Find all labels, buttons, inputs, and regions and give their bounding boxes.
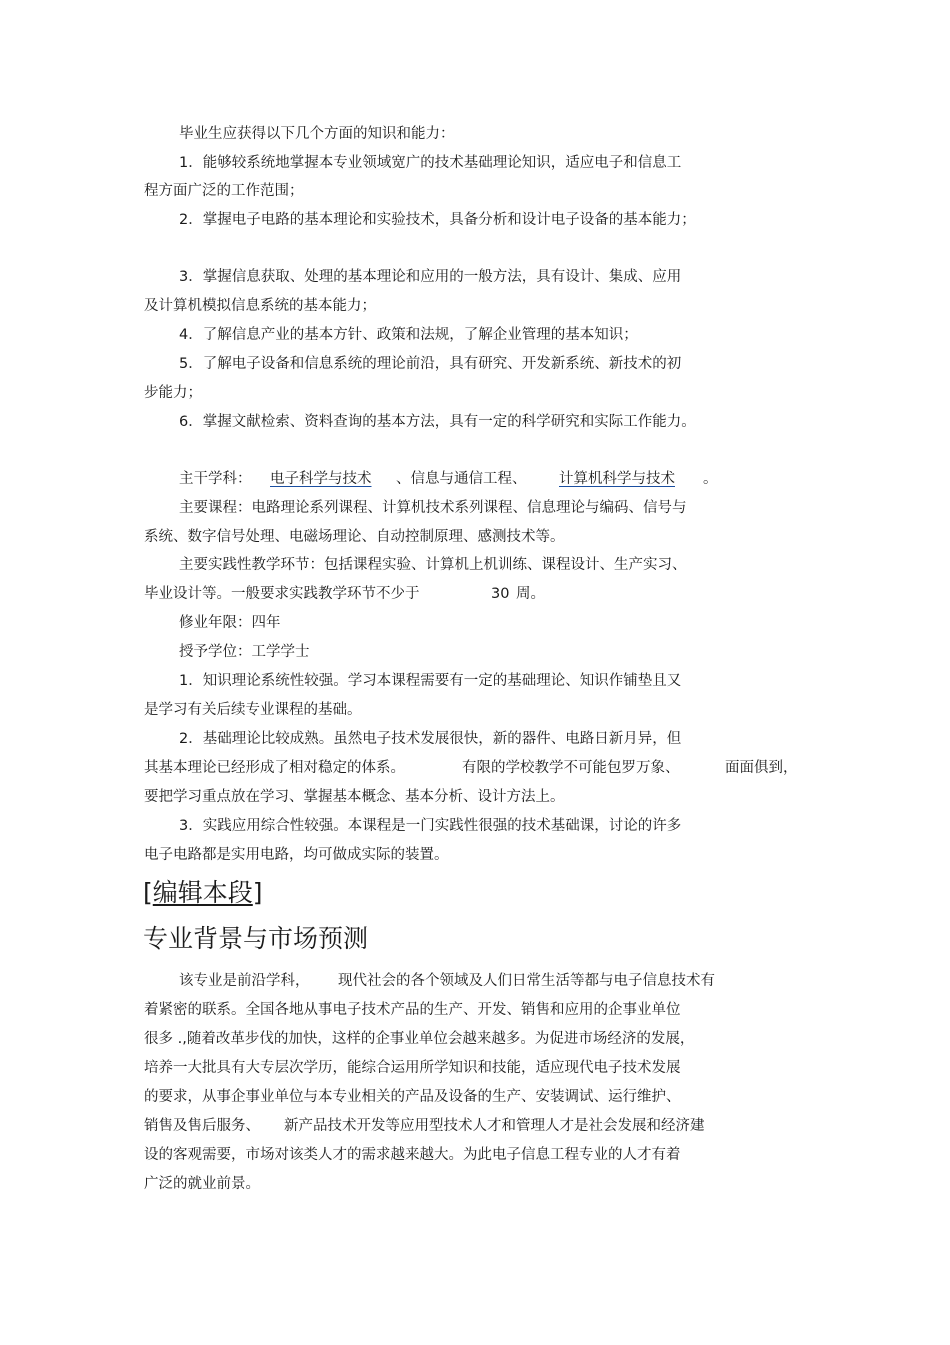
practice-line-cont: 毕业设计等。一般要求实践教学环节不少于 [144, 586, 420, 602]
practice-weeks: 30 [491, 586, 510, 602]
edit-open-bracket: [ [143, 878, 153, 907]
feature-2: 2．基础理论比较成熟。虽然电子技术发展很快，新的器件、电路日新月异，但 [179, 731, 682, 747]
knowledge-item-3-cont: 及计算机模拟信息系统的基本能力； [144, 298, 376, 314]
background-line-4: 培养一大批具有大专层次学历，能综合运用所学知识和技能，适应现代电子技术发展 [144, 1060, 681, 1076]
subject-link-computer[interactable]: 计算机科学与技术 [559, 471, 675, 487]
subject-link-electronics[interactable]: 电子科学与技术 [270, 471, 372, 487]
feature-2-cont-c: 面面俱到， [725, 760, 798, 776]
knowledge-item-1-cont: 程方面广泛的工作范围； [144, 183, 304, 199]
knowledge-item-2: 2．掌握电子电路的基本理论和实验技术，具备分析和设计电子设备的基本能力； [179, 212, 696, 228]
background-line-3: 很多 .,随着改革步伐的加快，这样的企事业单位会越来越多。为促进市场经济的发展， [144, 1031, 695, 1047]
feature-2-cont-d: 要把学习重点放在学习、掌握基本概念、基本分析、设计方法上。 [144, 789, 565, 805]
edit-close-bracket: ] [252, 878, 263, 907]
knowledge-item-1: 1．能够较系统地掌握本专业领域宽广的技术基础理论知识，适应电子和信息工 [179, 155, 682, 171]
knowledge-item-5: 5．了解电子设备和信息系统的理论前沿，具有研究、开发新系统、新技术的初 [179, 356, 682, 372]
background-line-6b: 新产品技术开发等应用型技术人才和管理人才是社会发展和经济建 [284, 1118, 705, 1134]
knowledge-item-5-cont: 步能力； [144, 385, 202, 401]
edit-section [143, 878, 263, 908]
background-line-8: 广泛的就业前景。 [144, 1176, 260, 1192]
section-title: 专业背景与市场预测 [143, 924, 369, 953]
duration: 修业年限：四年 [179, 615, 281, 631]
background-line-2: 着紧密的联系。全国各地从事电子技术产品的生产、开发、销售和应用的企事业单位 [144, 1002, 681, 1018]
degree: 授予学位：工学学士 [179, 644, 310, 660]
feature-1-cont: 是学习有关后续专业课程的基础。 [144, 702, 362, 718]
background-line-6a: 销售及售后服务、 [144, 1118, 260, 1134]
feature-2-cont-a: 其基本理论已经形成了相对稳定的体系。 [144, 760, 405, 776]
knowledge-item-6: 6．掌握文献检索、资料查询的基本方法，具有一定的科学研究和实际工作能力。 [179, 414, 696, 430]
courses-line-cont: 系统、数字信号处理、电磁场理论、自动控制原理、感测技术等。 [144, 529, 565, 545]
knowledge-intro: 毕业生应获得以下几个方面的知识和能力： [179, 126, 455, 142]
main-subjects-sep: 、信息与通信工程、 [396, 471, 527, 487]
main-subjects-label: 主干学科： [179, 471, 252, 487]
courses-line: 主要课程：电路理论系列课程、计算机技术系列课程、信息理论与编码、信号与 [179, 500, 687, 516]
knowledge-item-3: 3．掌握信息获取、处理的基本理论和应用的一般方法，具有设计、集成、应用 [179, 269, 682, 285]
background-line-5: 的要求，从事企事业单位与本专业相关的产品及设备的生产、安装调试、运行维护、 [144, 1089, 681, 1105]
main-subjects-end: 。 [703, 471, 718, 487]
background-line-1a: 该专业是前沿学科， [179, 973, 310, 989]
practice-line: 主要实践性教学环节：包括课程实验、计算机上机训练、课程设计、生产实习、 [179, 557, 687, 573]
feature-3-cont: 电子电路都是实用电路，均可做成实际的装置。 [144, 847, 449, 863]
background-line-7: 设的客观需要，市场对该类人才的需求越来越大。为此电子信息工程专业的人才有着 [144, 1147, 681, 1163]
feature-1: 1．知识理论系统性较强。学习本课程需要有一定的基础理论、知识作铺垫且又 [179, 673, 682, 689]
background-line-1b: 现代社会的各个领域及人们日常生活等都与电子信息技术有 [338, 973, 715, 989]
practice-unit: 周。 [516, 586, 545, 602]
feature-2-cont-b: 有限的学校教学不可能包罗万象、 [462, 760, 680, 776]
edit-section-link[interactable]: 编辑本段 [152, 878, 253, 907]
feature-3: 3．实践应用综合性较强。本课程是一门实践性很强的技术基础课，讨论的许多 [179, 818, 682, 834]
knowledge-item-4: 4．了解信息产业的基本方针、政策和法规，了解企业管理的基本知识； [179, 327, 638, 343]
